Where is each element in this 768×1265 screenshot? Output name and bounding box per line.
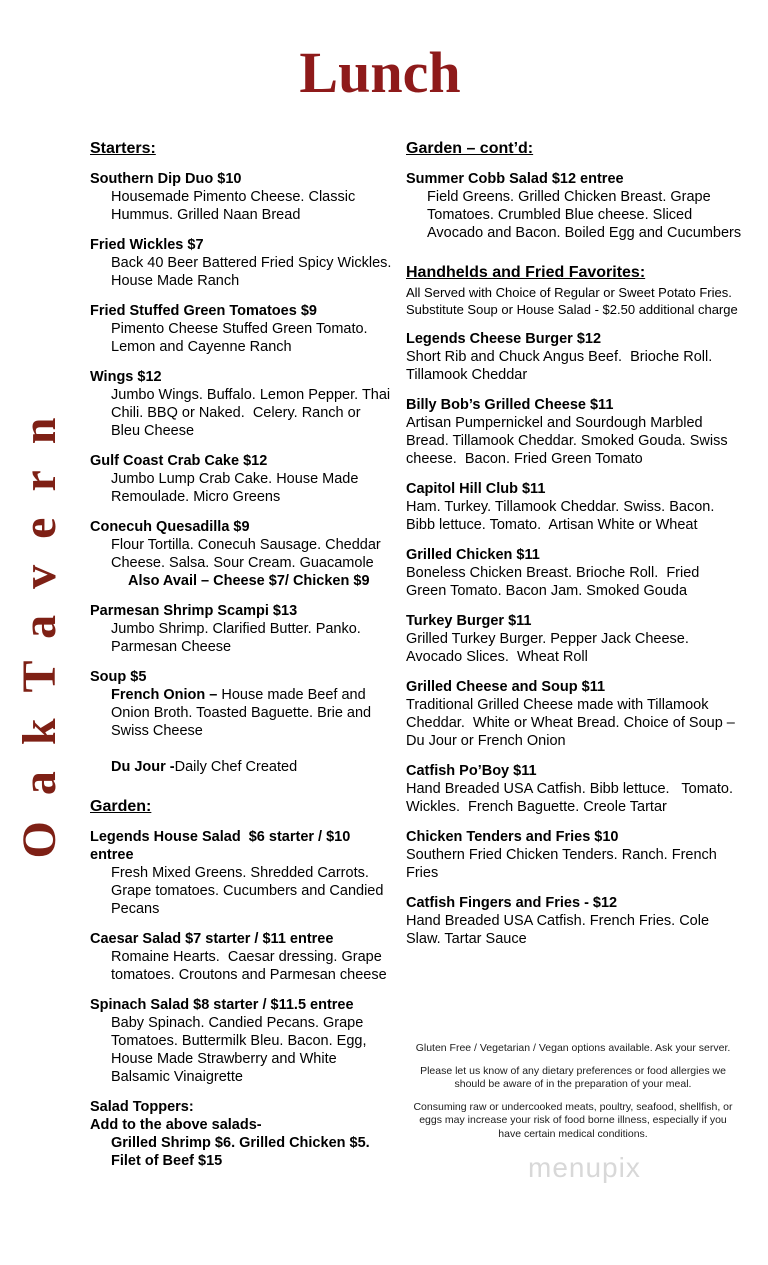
item-bold-line: Grilled Shrimp $6. Grilled Chicken $5. xyxy=(111,1135,370,1151)
item-name: Turkey Burger $11 xyxy=(406,613,532,629)
item-sub-text: House made Beef and Onion Broth. Toasted Baguette. Brie and Swiss Cheese xyxy=(111,687,376,739)
item-description: Jumbo Shrimp. Clarified Butter. Panko. Parmesan Cheese xyxy=(111,621,365,655)
menu-section xyxy=(406,140,742,242)
item-name: Fried Wickles $7 xyxy=(90,237,204,253)
item-name: Spinach Salad $8 starter / $11.5 entree xyxy=(90,997,354,1013)
item-name: Caesar Salad $7 starter / $11 entree xyxy=(90,931,334,947)
item-name: Capitol Hill Club $11 xyxy=(406,481,546,497)
menu-item xyxy=(90,170,392,224)
menu-item xyxy=(406,546,742,600)
item-description: Boneless Chicken Breast. Brioche Roll. Fried Green Tomato. Bacon Jam. Smoked Gouda xyxy=(406,565,704,599)
item-name: Chicken Tenders and Fries $10 xyxy=(406,829,619,845)
footer-note: Gluten Free / Vegetarian / Vegan options available. Ask your server. xyxy=(415,1042,731,1054)
section-intro-line: All Served with Choice of Regular or Sweet Potato Fries. xyxy=(406,285,732,300)
item-description: Jumbo Wings. Buffalo. Lemon Pepper. Thai Chili. BBQ or Naked. Celery. Ranch or Bleu Cheese xyxy=(111,387,395,439)
menu-item xyxy=(90,668,392,776)
menu-item xyxy=(406,480,742,534)
item-description: Southern Fried Chicken Tenders. Ranch. French Fries xyxy=(406,847,721,881)
item-name: Grilled Chicken $11 xyxy=(406,547,540,563)
item-description: Grilled Turkey Burger. Pepper Jack Cheese. Avocado Slices. Wheat Roll xyxy=(406,631,693,665)
item-name: Salad Toppers: xyxy=(90,1099,194,1115)
item-name: Grilled Cheese and Soup $11 xyxy=(406,679,606,695)
item-description: Pimento Cheese Stuffed Green Tomato. Lemon and Cayenne Ranch xyxy=(111,321,372,355)
menu-item xyxy=(90,930,392,984)
item-name: Legends Cheese Burger $12 xyxy=(406,331,602,347)
item-sub-lead: French Onion – xyxy=(111,687,222,703)
item-description: Housemade Pimento Cheese. Classic Hummus. Grilled Naan Bread xyxy=(111,189,360,223)
item-description: Field Greens. Grilled Chicken Breast. Grape Tomatoes. Crumbled Blue cheese. Sliced Avocado and Bacon. Boiled Egg and Cucumbers xyxy=(427,189,742,241)
item-name: Gulf Coast Crab Cake $12 xyxy=(90,453,268,469)
menu-item xyxy=(90,828,392,918)
section-heading: Handhelds and Fried Favorites: xyxy=(406,264,646,281)
menu-item xyxy=(406,170,742,242)
item-description: Artisan Pumpernickel and Sourdough Marbled Bread. Tillamook Cheddar. Smoked Gouda. Swiss cheese. Bacon. Fried Green Tomato xyxy=(406,415,732,467)
menu-item xyxy=(90,518,392,590)
menu-section xyxy=(90,140,396,776)
item-subline xyxy=(90,758,392,776)
item-description: Ham. Turkey. Tillamook Cheddar. Swiss. Bacon. Bibb lettuce. Tomato. Artisan White or Wheat xyxy=(406,499,723,533)
item-description: Fresh Mixed Greens. Shredded Carrots. Grape tomatoes. Cucumbers and Candied Pecans xyxy=(111,865,388,917)
restaurant-logo-vertical: OakTavern xyxy=(13,391,66,859)
item-name: Billy Bob’s Grilled Cheese $11 xyxy=(406,397,614,413)
menu-item xyxy=(90,236,396,290)
item-note: Also Avail – Cheese $7/ Chicken $9 xyxy=(128,573,370,589)
item-name: Parmesan Shrimp Scampi $13 xyxy=(90,603,298,619)
menu-section xyxy=(406,264,742,948)
menu-item xyxy=(90,602,392,656)
menu-section xyxy=(90,798,392,1170)
menu-item xyxy=(90,996,392,1086)
item-description: Flour Tortilla. Conecuh Sausage. Cheddar Cheese. Salsa. Sour Cream. Guacamole xyxy=(111,537,385,571)
menupix-watermark: menupix xyxy=(528,1152,641,1183)
item-description: Traditional Grilled Cheese made with Tillamook Cheddar. White or Wheat Bread. Choice of Soup – Du Jour or French Onion xyxy=(406,697,739,749)
menu-title: Lunch xyxy=(299,40,461,105)
menu-item xyxy=(406,330,742,384)
footer-notes xyxy=(408,1042,738,1150)
menu-item xyxy=(406,894,742,948)
item-sub-text: Daily Chef Created xyxy=(174,759,298,775)
item-name: Catfish Po’Boy $11 xyxy=(406,763,537,779)
item-sub-lead: Du Jour - xyxy=(111,759,175,775)
item-name: Summer Cobb Salad $12 entree xyxy=(406,171,624,187)
item-name: Add to the above salads- xyxy=(90,1117,262,1133)
item-bold-line: Filet of Beef $15 xyxy=(111,1153,223,1169)
item-description: Romaine Hearts. Caesar dressing. Grape tomatoes. Croutons and Parmesan cheese xyxy=(111,949,387,983)
menu-item xyxy=(406,828,742,882)
menu-item xyxy=(406,396,742,468)
menu-item xyxy=(90,302,392,356)
section-heading: Starters: xyxy=(90,140,156,157)
footer-note: Please let us know of any dietary preferences or food allergies we should be aware of in the preparation of your meal. xyxy=(420,1064,726,1090)
item-name: Soup $5 xyxy=(90,669,147,685)
item-name: Southern Dip Duo $10 xyxy=(90,171,242,187)
item-description: Hand Breaded USA Catfish. French Fries. Cole Slaw. Tartar Sauce xyxy=(406,913,714,947)
section-intro-line: Substitute Soup or House Salad - $2.50 additional charge xyxy=(406,302,738,317)
footer-note: Consuming raw or undercooked meats, poultry, seafood, shellfish, or eggs may increase your risk of food borne illness, especially if you have certain medical conditions. xyxy=(413,1100,733,1140)
item-name: Wings $12 xyxy=(90,369,162,385)
item-name: Fried Stuffed Green Tomatoes $9 xyxy=(90,303,317,319)
item-name: Legends House Salad $6 starter / $10 entree xyxy=(90,829,355,863)
menu-item xyxy=(406,762,742,816)
item-description: Short Rib and Chuck Angus Beef. Brioche Roll. Tillamook Cheddar xyxy=(406,349,717,383)
menu-item xyxy=(90,452,392,506)
left-column xyxy=(90,140,396,1170)
menu-item xyxy=(406,612,742,666)
item-description: Baby Spinach. Candied Pecans. Grape Tomatoes. Buttermilk Bleu. Bacon. Egg, House Made Strawberry and White Balsamic Vinaigrette xyxy=(111,1015,371,1085)
menu-item xyxy=(90,1098,392,1170)
menu-item xyxy=(406,678,742,750)
item-description: Jumbo Lump Crab Cake. House Made Remoulade. Micro Greens xyxy=(111,471,363,505)
section-heading: Garden: xyxy=(90,798,152,815)
right-column xyxy=(406,140,742,948)
section-heading: Garden – cont’d: xyxy=(406,140,534,157)
item-description: Back 40 Beer Battered Fried Spicy Wickles. House Made Ranch xyxy=(111,255,396,289)
menu-item xyxy=(90,368,395,440)
item-description: Hand Breaded USA Catfish. Bibb lettuce. Tomato. Wickles. French Baguette. Creole Tartar xyxy=(406,781,738,815)
item-subline xyxy=(90,686,392,740)
item-name: Catfish Fingers and Fries - $12 xyxy=(406,895,618,911)
item-name: Conecuh Quesadilla $9 xyxy=(90,519,250,535)
